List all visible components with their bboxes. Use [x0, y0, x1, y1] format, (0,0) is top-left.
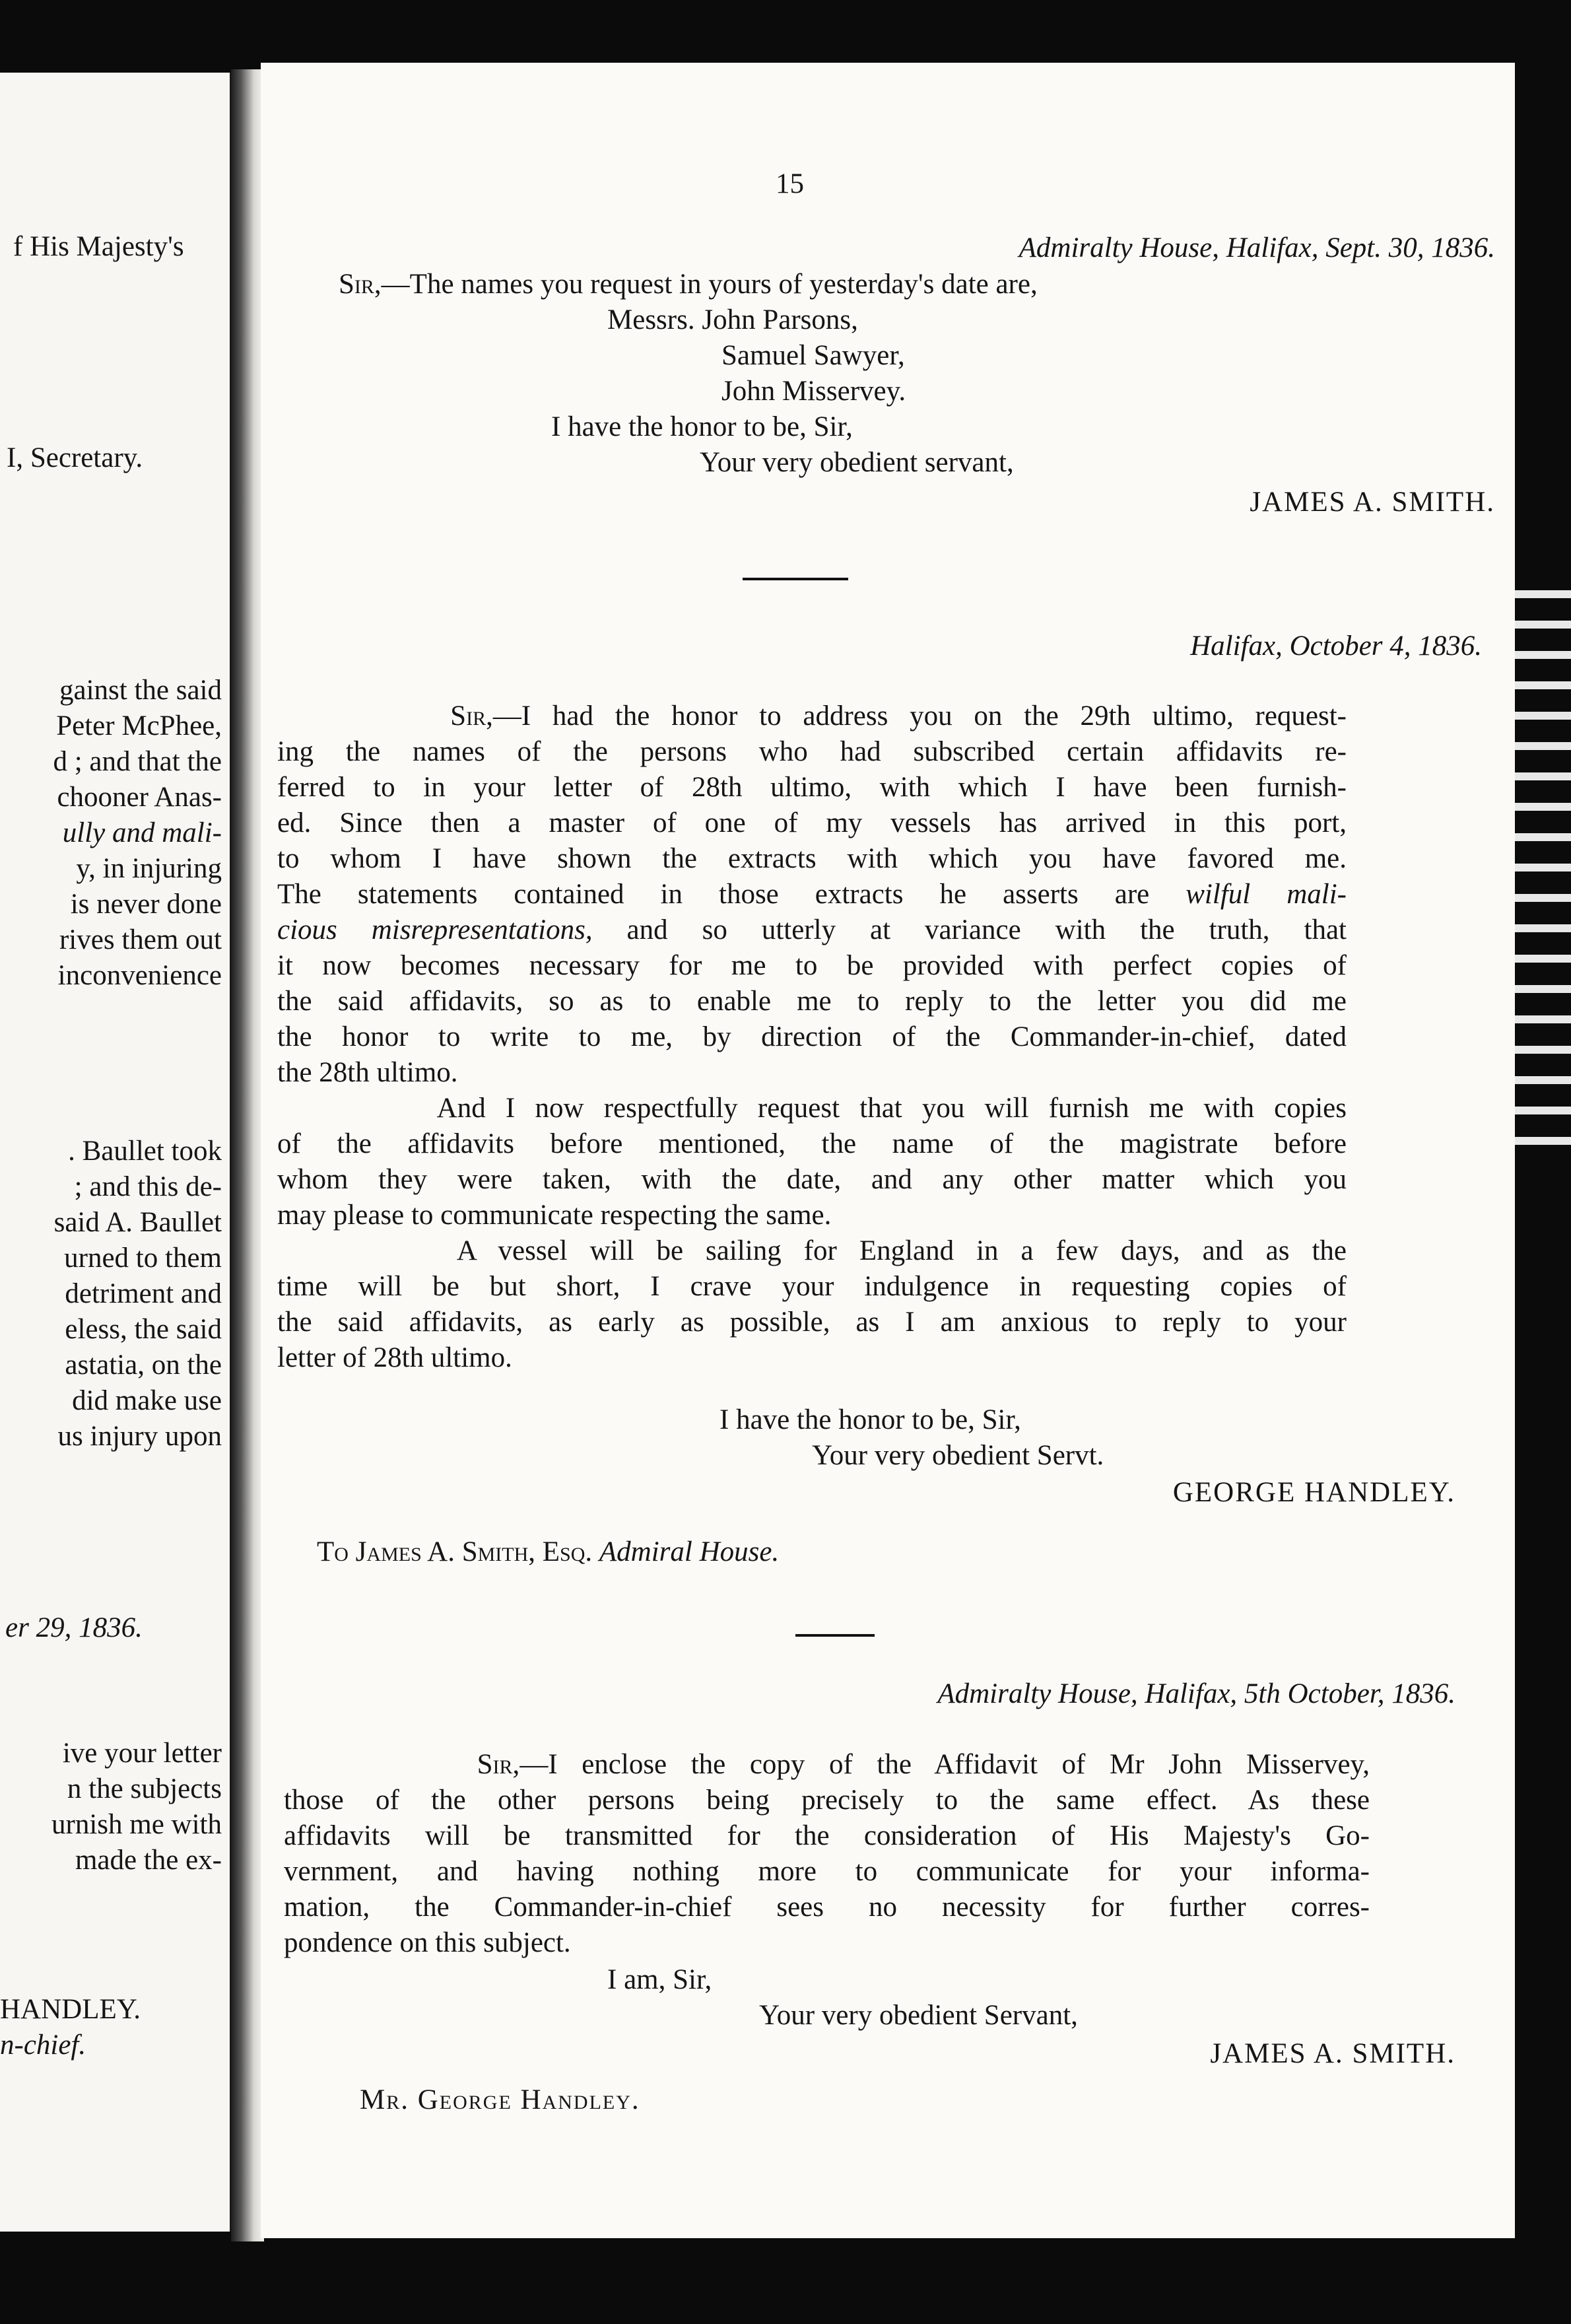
left-fragment: urned to them — [64, 1243, 222, 1274]
letter2-salutation: Sir, — [450, 701, 493, 732]
letter2-line — [277, 699, 1347, 734]
letter2-line: time will be but short, I crave your indulgence in requesting copies of — [277, 1271, 1347, 1302]
left-fragment: astatia, on the — [65, 1350, 222, 1381]
letter2-line: the said affidavits, as early as possible, as I am anxious to reply to your — [277, 1307, 1347, 1338]
letter2-line: it now becomes necessary for me to be provided with perfect copies of — [277, 950, 1347, 981]
left-fragment: d ; and that the — [53, 746, 222, 777]
left-fragment: ully and mali- — [62, 817, 222, 848]
left-fragment: . Baullet took — [68, 1136, 222, 1167]
left-fragment: chooner Anas- — [57, 782, 222, 813]
left-fragment: did make use — [72, 1385, 222, 1416]
letter2-emphasis: cious misrepresentations, — [277, 914, 593, 945]
left-fragment: ; and this de- — [74, 1171, 222, 1202]
letter2-line: the said affidavits, so as to enable me to reply to the letter you did me — [277, 986, 1347, 1017]
left-fragment: urnish me with — [51, 1809, 222, 1840]
letter3-signature: JAMES A. SMITH. — [1210, 2038, 1455, 2069]
letter2-dateline: Halifax, October 4, 1836. — [1190, 631, 1482, 662]
letter2-line: the 28th ultimo. — [277, 1057, 458, 1088]
page-number: 15 — [776, 168, 804, 199]
left-fragment: made the ex- — [75, 1845, 222, 1876]
left-fragment: us injury upon — [57, 1421, 222, 1452]
letter2-line — [277, 1234, 1347, 1268]
main-page — [261, 63, 1515, 2238]
letter2-line: of the affidavits before mentioned, the name of the magistrate before — [277, 1128, 1347, 1159]
letter1-name: John Misservey. — [721, 376, 906, 407]
section-divider — [795, 1634, 875, 1637]
left-fragment: y, in injuring — [76, 853, 222, 884]
letter3-line — [284, 1748, 1370, 1782]
letter3-addressee: Mr. George Handley. — [360, 2084, 640, 2115]
left-fragment: eless, the said — [65, 1314, 222, 1345]
left-fragment: I, Secretary. — [7, 442, 143, 473]
book-gutter — [231, 69, 264, 2241]
letter2-line: whom they were taken, with the date, and any other matter which you — [277, 1164, 1347, 1195]
letter2-line: ferred to in your letter of 28th ultimo, with which I have been furnish- — [277, 772, 1347, 803]
letter3-line: affidavits will be transmitted for the consideration of His Majesty's Go- — [284, 1820, 1370, 1851]
letter3-dateline: Admiralty House, Halifax, 5th October, 1836. — [937, 1678, 1455, 1709]
letter2-line: letter of 28th ultimo. — [277, 1342, 512, 1373]
letter2-line — [277, 877, 1347, 912]
letter2-line — [277, 1091, 1347, 1126]
left-fragment: f His Majesty's — [13, 231, 184, 262]
letter3-line-text: —I enclose the copy of the Affidavit of Mr John Misservey, — [519, 1749, 1370, 1780]
left-fragment: HANDLEY. — [0, 1994, 141, 2025]
letter2-line — [277, 913, 1347, 947]
left-fragment: detriment and — [65, 1278, 222, 1309]
letter1-name: Samuel Sawyer, — [721, 340, 905, 371]
left-fragment: n the subjects — [67, 1773, 222, 1804]
page-edge-shadow — [1515, 568, 1571, 1162]
letter2-address-prefix: To James A. Smith, Esq. — [317, 1536, 593, 1567]
letter2-address-place: Admiral House. — [599, 1536, 780, 1567]
letter2-line: to whom I have shown the extracts with which you have favored me. — [277, 843, 1347, 874]
letter2-signature: GEORGE HANDLEY. — [1172, 1477, 1455, 1508]
letter2-line-text: A vessel will be sailing for England in a few days, and as the — [456, 1235, 1347, 1266]
letter3-line: those of the other persons being precisely to the same effect. As these — [284, 1785, 1370, 1816]
letter2-line: the honor to write to me, by direction of the Commander-in-chief, dated — [277, 1021, 1347, 1052]
letter2-emphasis: wilful mali- — [1186, 879, 1347, 910]
letter1-closing: I have the honor to be, Sir, — [551, 411, 853, 442]
letter1-signature: JAMES A. SMITH. — [1250, 487, 1495, 518]
letter2-address — [317, 1535, 779, 1569]
letter2-closing: Your very obedient Servt. — [812, 1440, 1104, 1471]
left-fragment: Peter McPhee, — [56, 710, 222, 741]
letter1-salutation: Sir, — [339, 269, 382, 300]
left-fragment: rives them out — [59, 924, 222, 955]
letter2-line-text: and so utterly at variance with the truth, that — [592, 914, 1347, 945]
left-fragment: is never done — [70, 889, 222, 920]
letter3-salutation: Sir, — [477, 1749, 520, 1780]
left-fragment: inconvenience — [57, 960, 222, 991]
letter2-line-text: —I had the honor to address you on the 29th ultimo, request- — [492, 701, 1347, 732]
letter3-line: mation, the Commander-in-chief sees no necessity for further corres- — [284, 1892, 1370, 1923]
letter3-closing: I am, Sir, — [607, 1964, 712, 1995]
left-fragment: ive your letter — [62, 1738, 222, 1769]
letter2-line-text: And I now respectfully request that you will furnish me with copies — [436, 1093, 1347, 1124]
left-fragment: n-chief. — [0, 2030, 86, 2061]
letter2-line: ed. Since then a master of one of my vessels has arrived in this port, — [277, 807, 1347, 838]
left-facing-page — [0, 73, 234, 2232]
section-divider — [743, 578, 848, 580]
letter3-line: pondence on this subject. — [284, 1927, 571, 1958]
letter1-name: Messrs. John Parsons, — [607, 304, 858, 335]
letter1-first-line — [339, 267, 1038, 302]
letter3-closing: Your very obedient Servant, — [759, 2000, 1078, 2031]
letter2-closing: I have the honor to be, Sir, — [719, 1404, 1021, 1435]
letter2-line-text: The statements contained in those extracts he asserts are — [277, 879, 1150, 910]
letter1-closing: Your very obedient servant, — [700, 447, 1014, 478]
letter1-dateline: Admiralty House, Halifax, Sept. 30, 1836. — [1019, 232, 1495, 263]
letter2-line: may please to communicate respecting the same. — [277, 1200, 832, 1231]
left-fragment: said A. Baullet — [53, 1207, 222, 1238]
left-fragment: er 29, 1836. — [5, 1612, 143, 1643]
letter1-body: —The names you request in yours of yesterday's date are, — [381, 269, 1038, 300]
letter3-line: vernment, and having nothing more to communicate for your informa- — [284, 1856, 1370, 1887]
left-fragment: gainst the said — [59, 675, 222, 706]
letter2-line: ing the names of the persons who had subscribed certain affidavits re- — [277, 736, 1347, 767]
